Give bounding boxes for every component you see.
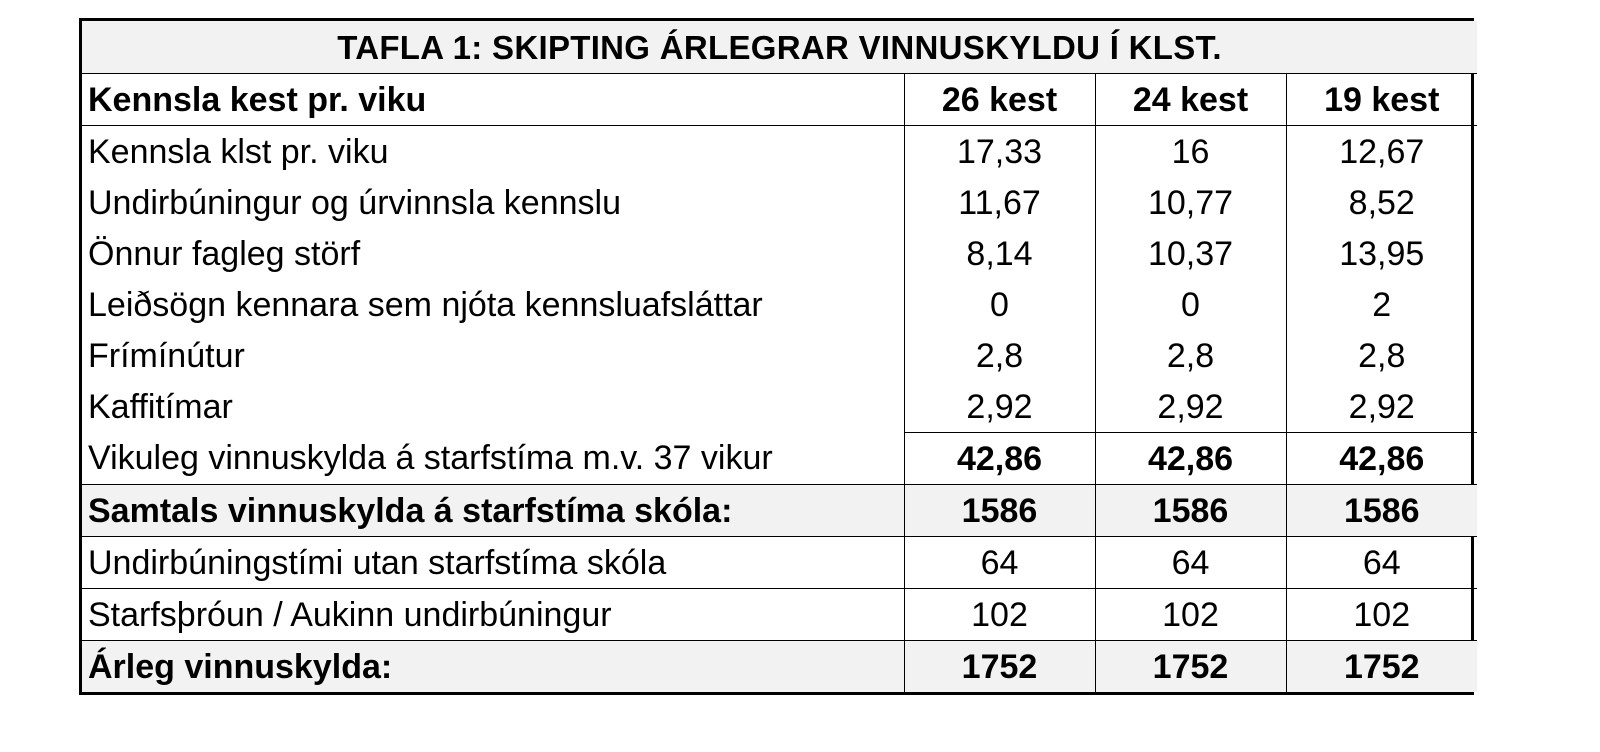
table-row — [82, 279, 1477, 330]
table-row — [82, 177, 1477, 228]
header-col-26: 26 kest — [904, 74, 1095, 126]
row-value: 102 — [1095, 589, 1286, 641]
row-label: Kennsla klst pr. viku — [82, 126, 904, 178]
row-value: 64 — [1095, 537, 1286, 589]
row-label: Frímínútur — [82, 330, 904, 381]
header-label: Kennsla kest pr. viku — [82, 74, 904, 126]
row-value: 2 — [1286, 279, 1477, 330]
row-value: 42,86 — [1095, 433, 1286, 485]
row-value: 1752 — [904, 641, 1095, 693]
row-value: 42,86 — [1286, 433, 1477, 485]
table-row — [82, 126, 1477, 178]
row-label: Kaffitímar — [82, 381, 904, 433]
table-title: TAFLA 1: SKIPTING ÁRLEGRAR VINNUSKYLDU Í KLST. — [82, 21, 1477, 74]
row-value: 16 — [1095, 126, 1286, 178]
row-value: 1586 — [1286, 485, 1477, 537]
row-value: 42,86 — [904, 433, 1095, 485]
row-value: 8,52 — [1286, 177, 1477, 228]
row-value: 2,92 — [1095, 381, 1286, 433]
row-label: Önnur fagleg störf — [82, 228, 904, 279]
term-total-row — [82, 485, 1477, 537]
row-value: 2,8 — [904, 330, 1095, 381]
title-row — [82, 21, 1477, 74]
table-row — [82, 228, 1477, 279]
row-label: Vikuleg vinnuskylda á starfstíma m.v. 37 vikur — [82, 433, 904, 485]
row-label: Starfsþróun / Aukinn undirbúningur — [82, 589, 904, 641]
weekly-total-row — [82, 433, 1477, 485]
row-value: 2,92 — [904, 381, 1095, 433]
header-col-24: 24 kest — [1095, 74, 1286, 126]
row-value: 2,92 — [1286, 381, 1477, 433]
table-row — [82, 589, 1477, 641]
row-value: 102 — [904, 589, 1095, 641]
row-value: 11,67 — [904, 177, 1095, 228]
table — [82, 21, 1477, 692]
row-value: 13,95 — [1286, 228, 1477, 279]
row-value: 64 — [1286, 537, 1477, 589]
row-value: 102 — [1286, 589, 1477, 641]
table-row — [82, 330, 1477, 381]
row-label: Undirbúningstími utan starfstíma skóla — [82, 537, 904, 589]
row-value: 10,37 — [1095, 228, 1286, 279]
row-value: 12,67 — [1286, 126, 1477, 178]
row-value: 0 — [1095, 279, 1286, 330]
row-value: 2,8 — [1286, 330, 1477, 381]
row-value: 64 — [904, 537, 1095, 589]
row-value: 1752 — [1095, 641, 1286, 693]
row-value: 2,8 — [1095, 330, 1286, 381]
row-value: 0 — [904, 279, 1095, 330]
annual-total-row — [82, 641, 1477, 693]
row-value: 10,77 — [1095, 177, 1286, 228]
row-label: Undirbúningur og úrvinnsla kennslu — [82, 177, 904, 228]
row-label: Samtals vinnuskylda á starfstíma skóla: — [82, 485, 904, 537]
row-value: 1586 — [904, 485, 1095, 537]
row-value: 8,14 — [904, 228, 1095, 279]
header-col-19: 19 kest — [1286, 74, 1477, 126]
row-label: Leiðsögn kennara sem njóta kennsluafsláttar — [82, 279, 904, 330]
row-value: 17,33 — [904, 126, 1095, 178]
table-row — [82, 537, 1477, 589]
row-value: 1586 — [1095, 485, 1286, 537]
row-value: 1752 — [1286, 641, 1477, 693]
table-row — [82, 381, 1477, 433]
header-row — [82, 74, 1477, 126]
work-hours-table — [79, 18, 1474, 695]
row-label: Árleg vinnuskylda: — [82, 641, 904, 693]
